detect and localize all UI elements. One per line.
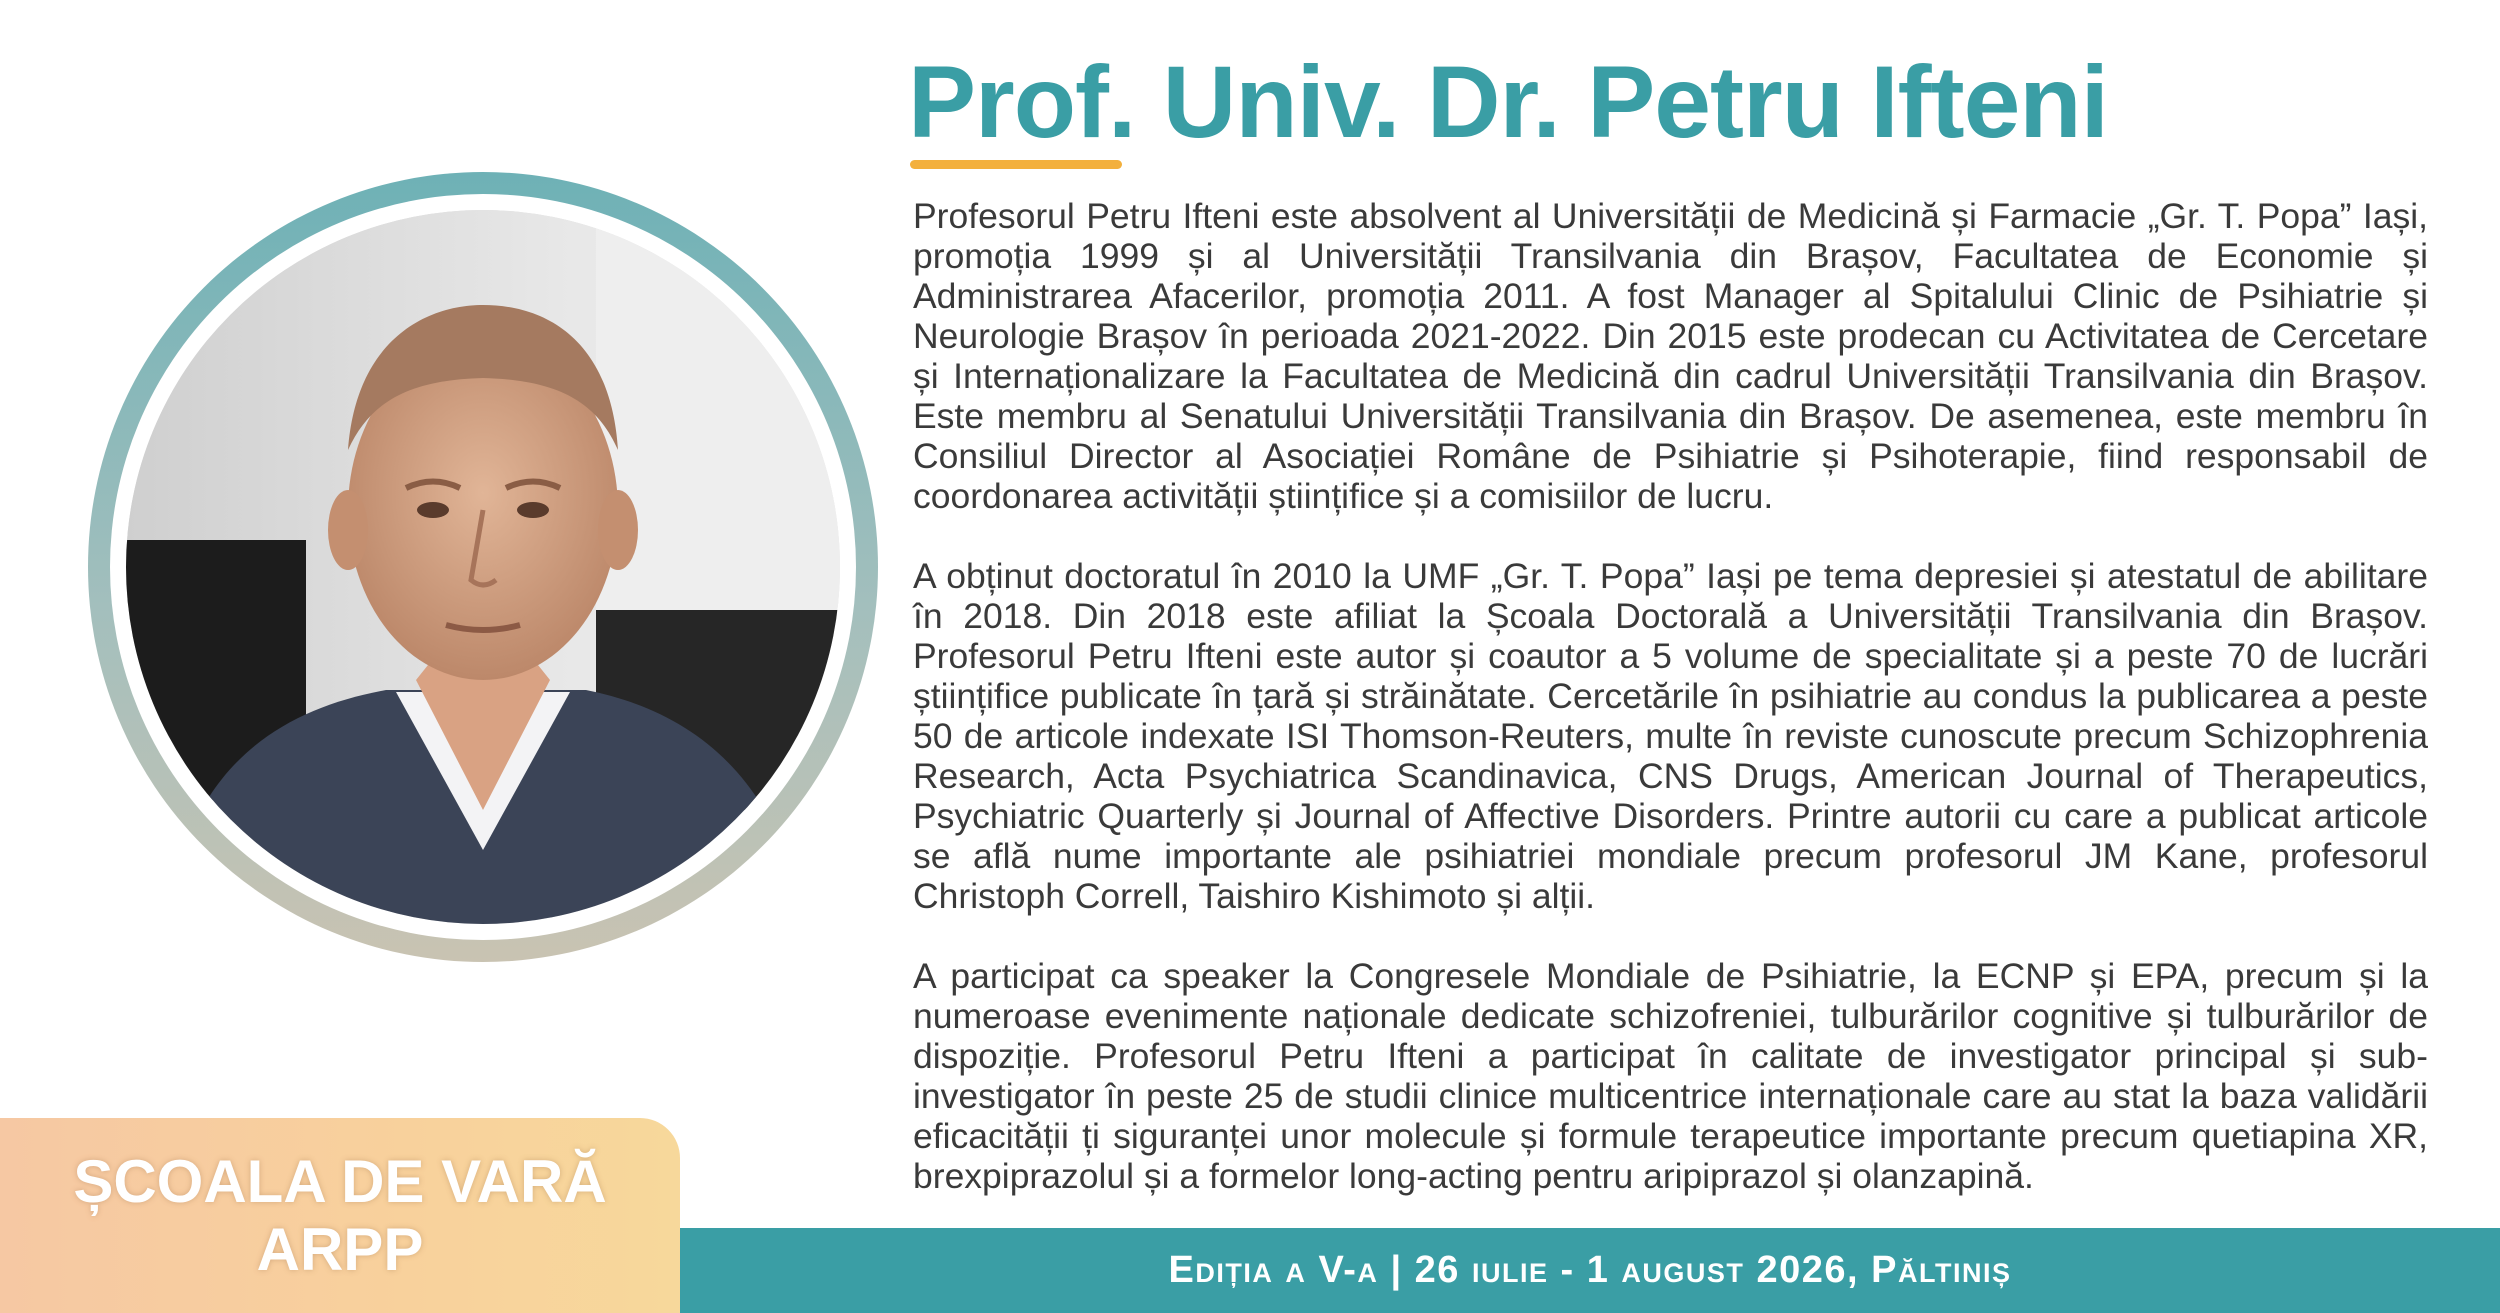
page-title: Prof. Univ. Dr. Petru Ifteni <box>908 45 2108 159</box>
portrait-inner-border <box>110 194 856 940</box>
portrait-frame <box>88 172 878 962</box>
badge-subtitle: ARPP <box>256 1215 424 1283</box>
bio-paragraph: A obținut doctoratul în 2010 la UMF „Gr. T. Popa” Iași pe tema depresiei și atestatul de abilitare în 2018. Din 2018 este afiliat la Școala Doctorală a Universității Transilvania din Brașov. Profesorul Petru Ifteni este autor și coautor a 5 volume de specialitate și a peste 70 de lucrări științifice publicate în țară și străinătate. Cercetările în psihiatrie au condus la publicarea a peste 50 de articole indexate ISI Thomson-Reuters, multe în reviste cunoscute precum Schizophrenia Research, Acta Psychiatrica Scandinavica, CNS Drugs, American Journal of Therapeutics, Psychiatric Quarterly și Journal of Affective Disorders. Printre autorii cu care a publicat articole se află nume importante ale psihiatriei mondiale precum profesorul JM Kane, profesorul Christoph Correll, Taishiro Kishimoto și alții. <box>913 556 2428 916</box>
summer-school-badge <box>0 1118 680 1313</box>
event-footer <box>680 1228 2500 1313</box>
biography-text <box>913 196 2428 1236</box>
speaker-portrait <box>126 210 840 924</box>
bio-paragraph: A participat ca speaker la Congresele Mondiale de Psihiatrie, la ECNP și EPA, precum și la numeroase evenimente naționale dedicate schizofreniei, tulburărilor cognitive și tulburărilor de dispoziție. Profesorul Petru Ifteni a participat în calitate de investigator principal și sub-investigator în peste 25 de studii clinice multicentrice internaționale care au stat la baza validării eficacității ți siguranței unor molecule și formule terapeutice importante precum quetiapina XR, brexpiprazolul și a formelor long-acting pentru aripiprazol și olanzapină. <box>913 956 2428 1196</box>
title-underline <box>910 160 1122 169</box>
portrait-illustration <box>126 210 840 924</box>
event-details: Ediția a V-a | 26 iulie - 1 august 2026, Păltiniș <box>1168 1249 2012 1291</box>
bio-paragraph: Profesorul Petru Ifteni este absolvent al Universității de Medicină și Farmacie „Gr. T. Popa” Iași, promoția 1999 și al Universității Transilvania din Brașov, Facultatea de Economie și Administrarea Afacerilor, promoția 2011. A fost Manager al Spitalului Clinic de Psihiatrie și Neurologie Brașov în perioada 2021-2022. Din 2015 este prodecan cu Activitatea de Cercetare și Internaționalizare la Facultatea de Medicină din cadrul Universității Transilvania din Brașov. Este membru al Senatului Universității Transilvania din Brașov. De asemenea, este membru în Consiliul Director al Asociației Române de Psihiatrie și Psihoterapie, fiind responsabil de coordonarea activității științifice și a comisiilor de lucru. <box>913 196 2428 516</box>
badge-title: ȘCOALA DE VARĂ <box>73 1147 607 1215</box>
